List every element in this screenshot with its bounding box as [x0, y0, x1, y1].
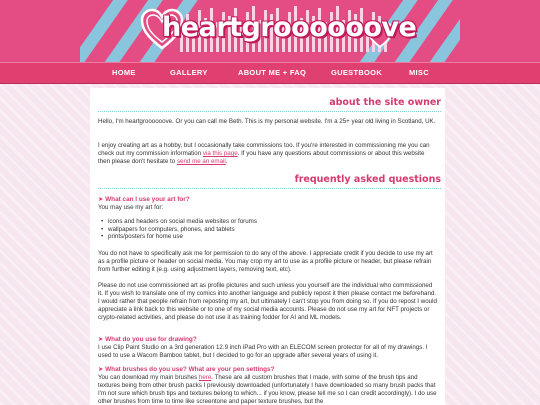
- about-text-a: I enjoy creating art as a hobby, but I occasionally take commissions too. If you're interested in commissioning me you can check out my commission information: [98, 142, 430, 157]
- faq-answer-3: [98, 374, 438, 405]
- faq-usage-list: [98, 218, 438, 241]
- about-text-c: .: [225, 158, 228, 165]
- site-header: [0, 0, 540, 62]
- faq-question-2: ➤ What do you use for drawing?: [98, 336, 197, 343]
- list-item: • icons and headers on social media websites or forums: [98, 218, 438, 226]
- nav-about-faq[interactable]: ABOUT ME + FAQ: [238, 68, 307, 77]
- faq-answer-2: I use Clip Paint Studio on a 3rd generation 12.9 inch iPad Pro with an ELECOM screen protector for all of my drawings. I used to use a Wacom Bamboo tablet, but I decided to go for an upgrade after several years of using it.: [98, 344, 428, 359]
- nav-gallery[interactable]: GALLERY: [170, 68, 208, 77]
- faq-answer-3-text-a: You can download my main brushes: [98, 374, 199, 381]
- about-paragraph-1: Hello, I'm heartgroooooove. Or you can call me Beth. This is my personal website. I'm a 25+ year old living in Scotland, UK.: [98, 118, 436, 125]
- about-paragraph-2: [98, 142, 438, 166]
- faq-question-1: ➤ What can I use your art for?: [98, 196, 190, 203]
- nav-home[interactable]: HOME: [112, 68, 136, 77]
- logo-text: heartgroooooove: [162, 12, 417, 43]
- faq-divider: [98, 188, 441, 189]
- about-title: about the site owner: [329, 97, 441, 108]
- brushes-download-link[interactable]: here: [198, 374, 212, 381]
- commission-info-link[interactable]: via this page: [202, 150, 238, 157]
- faq-title: frequently asked questions: [294, 174, 441, 185]
- nav-guestbook[interactable]: GUESTBOOK: [331, 68, 383, 77]
- site-logo[interactable]: [140, 6, 417, 52]
- faq-question-3: ➤ What brushes do you use? What are your pen settings?: [98, 366, 275, 373]
- about-divider: [98, 111, 441, 112]
- faq-answer-1-intro: You may use my art for:: [98, 204, 164, 211]
- faq-answer-3-text-b: . These are all custom brushes that I made, with some of the brush tips and textures being from other brush packs I previously downloaded (unfortunately I have downloaded so many brush packs that I'm not sure which brush tips and textures belong to which... if you know, please tell me so I can credit accordingly). I do use other brushes from time to time like screentone and paper texture brushes, but the: [98, 374, 437, 405]
- main-content: [90, 88, 445, 405]
- about-text-b: . If you have any questions about commissions or about this website then please don't hesitate to: [98, 150, 425, 165]
- faq-answer-1-paragraph-1: You do not have to specifically ask me for permission to do any of the above. I appreciate credit if you decide to use my art as a profile picture or header on social media. You may crop my art to use as a profile picture or header, but please refrain from further editing it (e.g. using adjustment layers, removing text, etc).: [98, 250, 433, 273]
- email-link[interactable]: send me an email: [176, 158, 226, 165]
- main-nav: [0, 62, 540, 84]
- faq-answer-1-paragraph-2: Please do not use commissioned art as profile pictures and such unless you yourself are the individual who commissioned it. If you wish to translate one of my comics into another language and publicly repost it then please contact me beforehand. I would rather that people refrain from reposting my art, but ultimately I can't stop you from doing so. If you do repost I would appreciate a link back to this website or to one of my social media accounts. Please do not use my art for NFT projects or crypto-related activities, and please do not use it as training fodder for AI and ML models.: [98, 282, 437, 321]
- list-item: • wallpapers for computers, phones, and tablets: [98, 226, 438, 234]
- nav-misc[interactable]: MISC: [409, 68, 429, 77]
- list-item: • prints/posters for home use: [98, 233, 438, 241]
